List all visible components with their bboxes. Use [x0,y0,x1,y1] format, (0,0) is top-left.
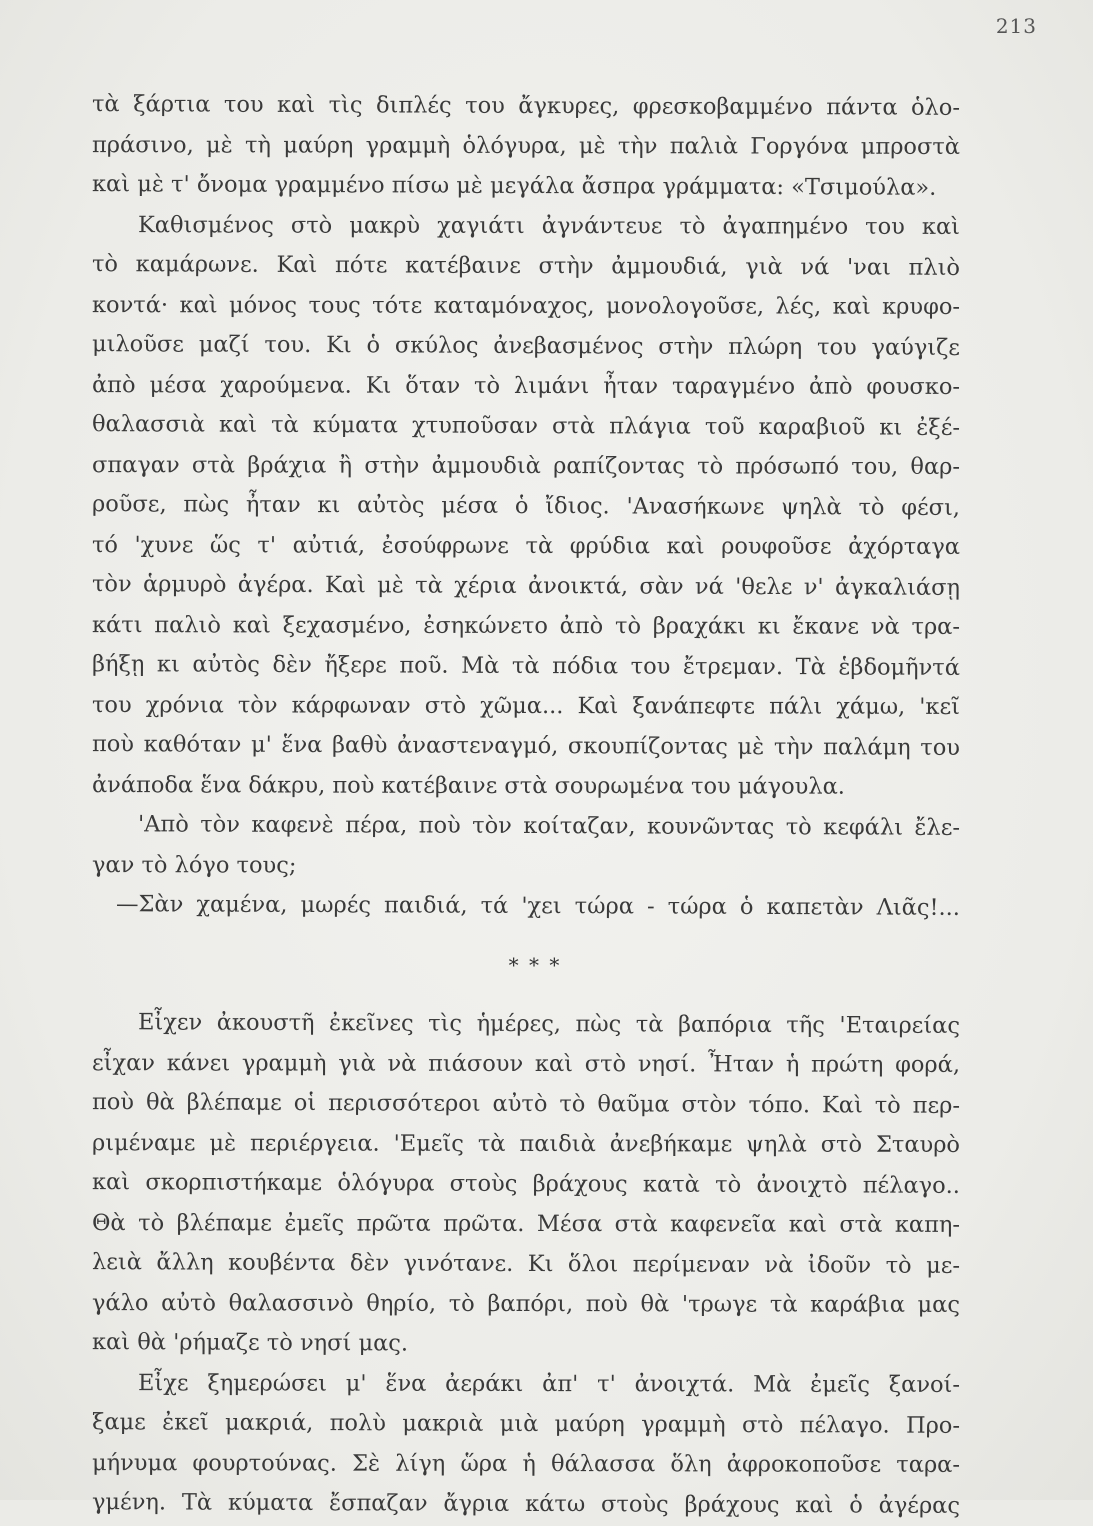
text-line: ἀπὸ μέσα χαρούμενα. Κι ὅταν τὸ λιμάνι ἦταν ταραγμένο ἀπὸ φουσκο- [91,372,961,400]
page-body [92,86,960,1524]
text-line: τὰ ξάρτια του καὶ τὶς διπλές του ἄγκυρες, φρεσκοβαμμένο πάντα ὁλο- [91,91,961,121]
text-line: ποὺ θὰ βλέπαμε οἱ περισσότεροι αὐτὸ τὸ θαῦμα στὸν τόπο. Καὶ τὸ περ- [91,1089,961,1119]
page-number: 213 [995,14,1037,38]
text-line: τὸ καμάρωνε. Καὶ πότε κατέβαινε στὴν ἀμμουδιά, γιὰ νά 'ναι πλιὸ [91,251,961,281]
text-line: λειὰ ἄλλη κουβέντα δὲν γινότανε. Κι ὅλοι περίμεναν νὰ ἰδοῦν τὸ με- [91,1249,961,1279]
text-line: του χρόνια τὸν κάρφωναν στὸ χῶμα... Καὶ ξανάπεφτε πάλι χάμω, 'κεῖ [91,692,961,720]
text-line: Εἶχεν ἀκουστῆ ἐκεῖνες τὶς ἡμέρες, πὼς τὰ βαπόρια τῆς 'Εταιρείας [137,1009,961,1039]
text-line: Καθισμένος στὸ μακρὺ χαγιάτι ἀγνάντευε τὸ ἀγαπημένο του καὶ [137,212,961,240]
text-line: ποὺ καθόταν μ' ἕνα βαθὺ ἀναστεναγμό, σκουπίζοντας μὲ τὴν παλάμη του [91,731,961,761]
text-line: Εἶχε ξημερώσει μ' ἕνα ἀεράκι ἀπ' τ' ἀνοιχτά. Μὰ ἐμεῖς ξανοί- [137,1370,961,1398]
text-line: τὸν ἁρμυρὸ ἀγέρα. Καὶ μὲ τὰ χέρια ἀνοικτά, σὰν νά 'θελε ν' ἀγκαλιάσῃ [91,571,961,601]
text-line: εἶχαν κάνει γραμμὴ γιὰ νὰ πιάσουν καὶ στὸ νησί. Ἦταν ἡ πρώτη φορά, [91,1050,961,1078]
text-line: καὶ μὲ τ' ὄνομα γραμμένο πίσω μὲ μεγάλα ἄσπρα γράμματα: «Τσιμούλα». [91,171,937,201]
text-line: καὶ σκορπιστήκαμε ὁλόγυρα στοὺς βράχους κατὰ τὸ ἀνοιχτὸ πέλαγο.. [91,1169,961,1199]
text-line: κάτι παλιὸ καὶ ξεχασμένο, ἐσηκώνετο ἀπὸ τὸ βραχάκι κι ἔκανε νὰ τρα- [91,612,961,640]
text-line: σπαγαν στὰ βράχια ἢ στὴν ἀμμουδιὰ ραπίζοντας τὸ πρόσωπό του, θαρ- [91,452,961,480]
text-line: γμένη. Τὰ κύματα ἔσπαζαν ἄγρια κάτω στοὺς βράχους καὶ ὁ ἀγέρας [91,1489,961,1519]
text-line: γάλο αὐτὸ θαλασσινὸ θηρίο, τὸ βαπόρι, ποὺ θὰ 'τρωγε τὰ καράβια μας [91,1290,961,1318]
text-line: καὶ θὰ 'ρήμαζε τὸ νησί μας. [91,1329,409,1357]
text-line: θαλασσιὰ καὶ τὰ κύματα χτυποῦσαν στὰ πλάγια τοῦ καραβιοῦ κι ἐξέ- [91,411,961,441]
text-line: ἀνάποδα ἕνα δάκρυ, ποὺ κατέβαινε στὰ σουρωμένα του μάγουλα. [91,772,846,800]
text-line: βήξῃ κι αὐτὸς δὲν ἤξερε ποῦ. Μὰ τὰ πόδια του ἔτρεμαν. Τὰ ἑβδομῆντά [91,651,961,681]
dialogue-line: —Σὰν χαμένα, μωρές παιδιά, τά 'χει τώρα - τώρα ὁ καπετὰν Λιᾶς!... [115,891,961,921]
text-line: μιλοῦσε μαζί του. Κι ὁ σκύλος ἀνεβασμένος στὴν πλώρη του γαύγιζε [91,331,961,361]
text-line: ροῦσε, πὼς ἦταν κι αὐτὸς μέσα ὁ ἴδιος. 'Ανασήκωνε ψηλὰ τὸ φέσι, [91,491,961,521]
text-line: ξαμε ἐκεῖ μακριά, πολὺ μακριὰ μιὰ μαύρη γραμμὴ στὸ πέλαγο. Προ- [91,1409,961,1439]
text-line: μήνυμα φουρτούνας. Σὲ λίγη ὥρα ἡ θάλασσα ὅλη ἀφροκοποῦσε ταρα- [91,1450,961,1478]
text-line: γαν τὸ λόγο τους; [91,852,297,879]
section-separator: * * * [508,953,562,977]
text-line: 'Απὸ τὸν καφενὲ πέρα, ποὺ τὸν κοίταζαν, κουνῶντας τὸ κεφάλι ἔλε- [137,811,961,841]
text-line: πράσινο, μὲ τὴ μαύρη γραμμὴ ὁλόγυρα, μὲ τὴν παλιὰ Γοργόνα μπροστὰ [91,132,961,160]
text-line: ριμέναμε μὲ περιέργεια. 'Εμεῖς τὰ παιδιὰ ἀνεβήκαμε ψηλὰ στὸ Σταυρὸ [91,1130,961,1158]
text-line: τό 'χυνε ὥς τ' αὐτιά, ἐσούφρωνε τὰ φρύδια καὶ ρουφοῦσε ἀχόρταγα [91,532,961,560]
text-line: κοντά· καὶ μόνος τους τότε καταμόναχος, μονολογοῦσε, λές, καὶ κρυφο- [91,292,961,320]
text-line: Θὰ τὸ βλέπαμε ἐμεῖς πρῶτα πρῶτα. Μέσα στὰ καφενεῖα καὶ στὰ καπη- [91,1210,961,1238]
